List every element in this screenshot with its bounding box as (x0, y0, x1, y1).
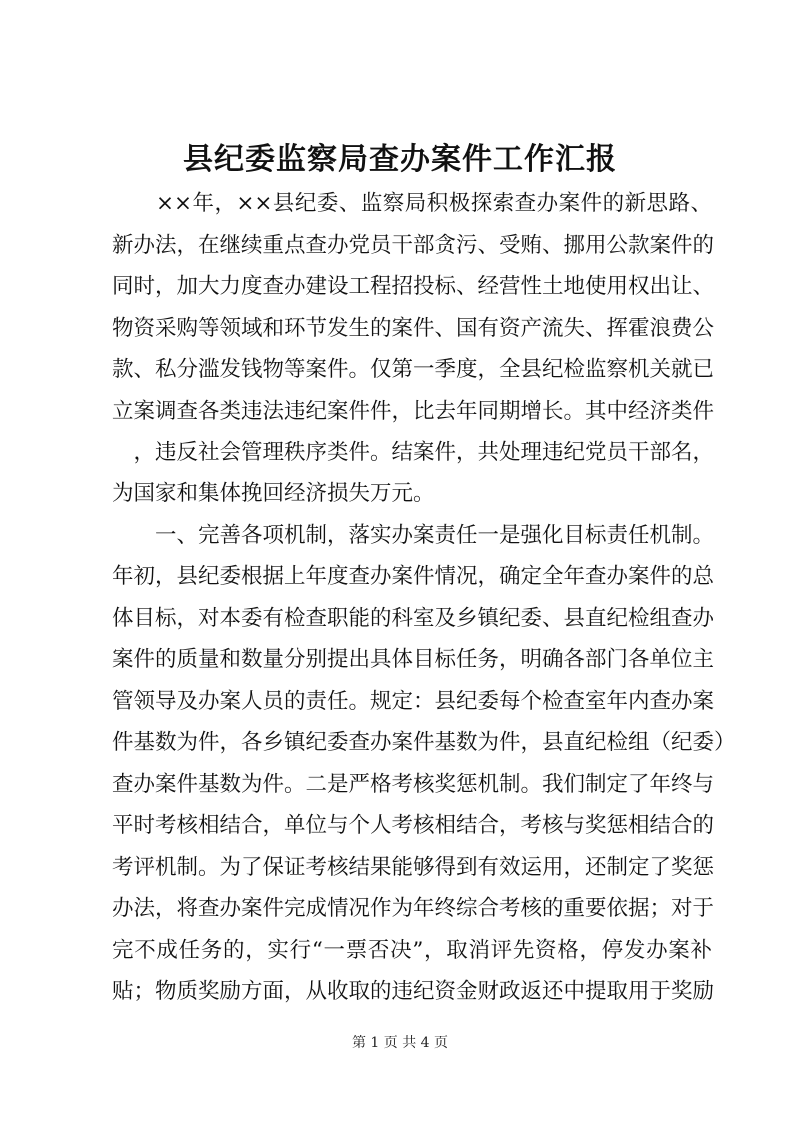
body-line: 完不成任务的，实行“一票否决”，取消评先资格，停发办案补 (112, 938, 712, 963)
body-line: 物资采购等领域和环节发生的案件、国有资产流失、挥霍浪费公 (112, 316, 715, 341)
body-line: 查办案件基数为件。二是严格考核奖惩机制。我们制定了年终与 (112, 772, 715, 797)
body-line: 件基数为件，各乡镇纪委查办案件基数为件，县直纪检组（纪委） (112, 730, 736, 755)
body-line: 同时，加大力度查办建设工程招投标、经营性土地使用权出让、 (112, 274, 715, 299)
body-line: ，违反社会管理秩序类件。结案件，共处理违纪党员干部名， (112, 440, 715, 465)
body-line: 考评机制。为了保证考核结果能够得到有效运用，还制定了奖惩 (112, 855, 715, 880)
body-line: 一、完善各项机制，落实办案责任一是强化目标责任机制。 (112, 523, 715, 548)
body-line: 办法，将查办案件完成情况作为年终综合考核的重要依据；对于 (112, 896, 715, 921)
body-line: 案件的质量和数量分别提出具体目标任务，明确各部门各单位主 (112, 647, 715, 672)
body-line: 贴；物质奖励方面，从收取的违纪资金财政返还中提取用于奖励 (112, 979, 715, 1004)
body-line: 年初，县纪委根据上年度查办案件情况，确定全年查办案件的总 (112, 564, 715, 589)
document-title: 县纪委监察局查办案件工作汇报 (183, 142, 617, 177)
body-line: 新办法，在继续重点查办党员干部贪污、受贿、挪用公款案件的 (112, 233, 715, 258)
body-line: 立案调查各类违法违纪案件件，比去年同期增长。其中经济类件 (112, 399, 715, 424)
body-line: ××年，××县纪委、监察局积极探索查办案件的新思路、 (112, 191, 712, 216)
page-number-footer: 第 1 页 共 4 页 (351, 1035, 449, 1051)
body-line: 平时考核相结合，单位与个人考核相结合，考核与奖惩相结合的 (112, 813, 715, 838)
body-line: 管领导及办案人员的责任。规定：县纪委每个检查室年内查办案 (112, 689, 715, 714)
body-line: 体目标，对本委有检查职能的科室及乡镇纪委、县直纪检组查办 (112, 606, 715, 631)
body-line: 款、私分滥发钱物等案件。仅第一季度，全县纪检监察机关就已 (112, 357, 715, 382)
body-line: 为国家和集体挽回经济损失万元。 (112, 481, 435, 506)
